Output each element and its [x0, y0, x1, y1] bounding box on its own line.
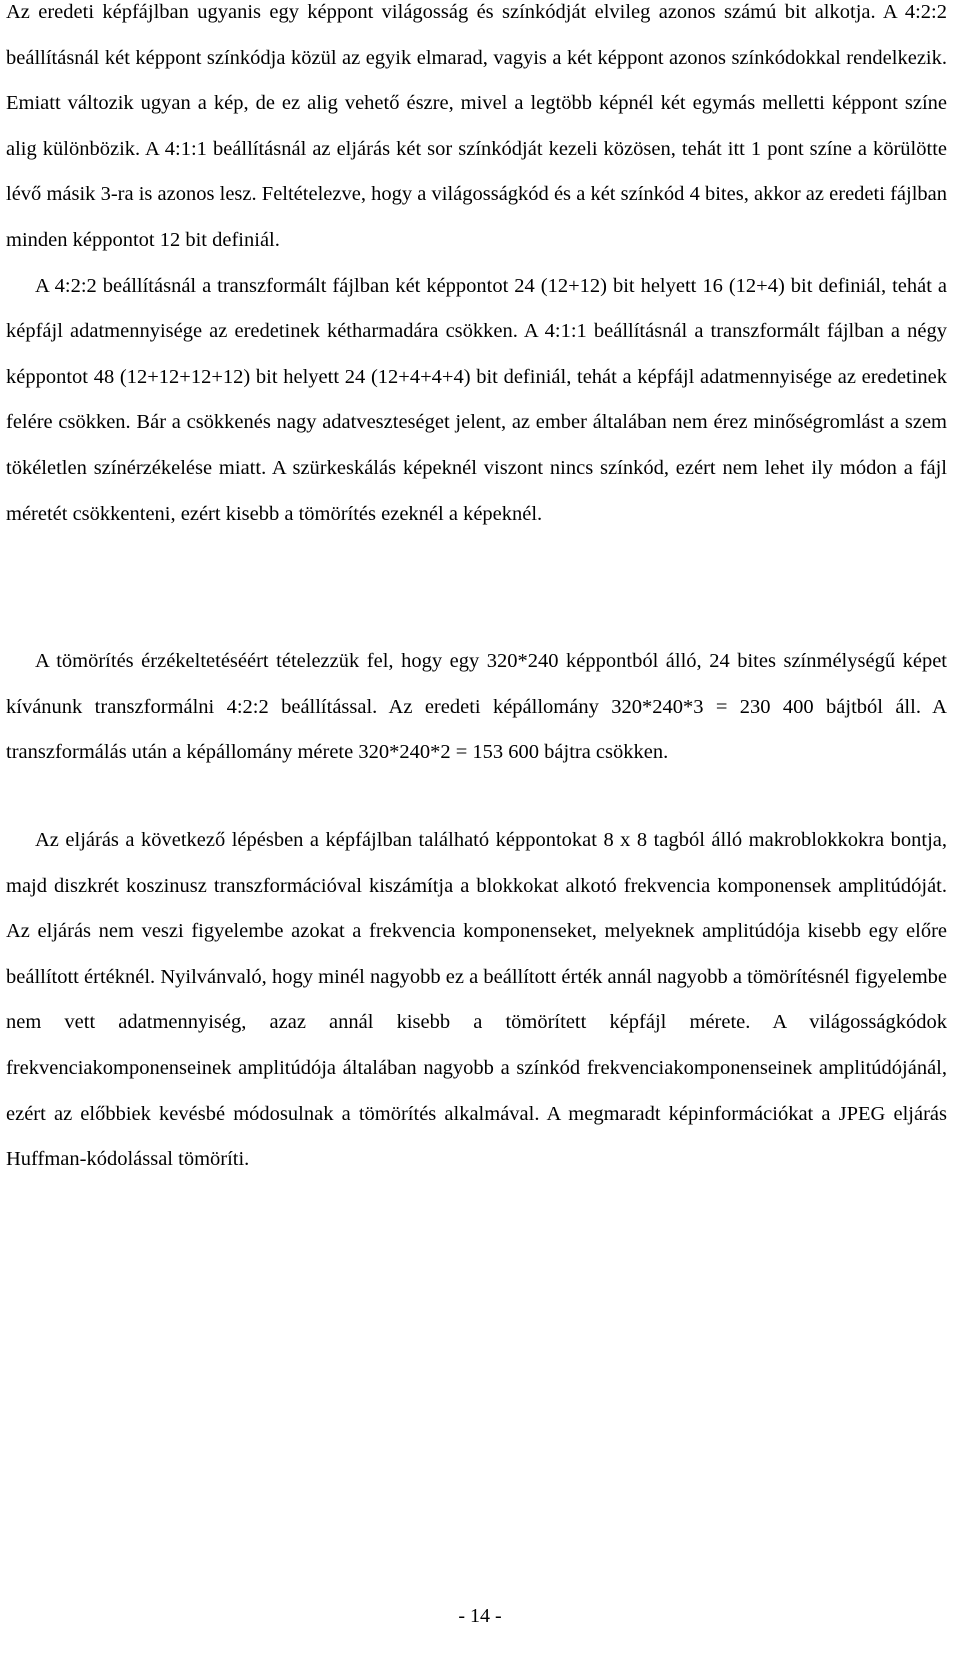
paragraph-4: Az eljárás a következő lépésben a képfájlban található képpontokat 8 x 8 tagból álló makroblokkokra bontja, majd diszkrét koszinusz transzformációval kiszámítja a blokkokat alkotó frekvencia komponensek amplitúdóját. Az eljárás nem veszi figyelembe azokat a frekvencia komponenseket, melyeknek amplitúdója kisebb egy előre beállított értéknél. Nyilvánvaló, hogy minél nagyobb ez a beállított érték annál nagyobb a tömörítésnél figyelembe nem vett adatmennyiség, azaz annál kisebb a tömörített képfájl mérete. A világosságkódok frekvenciakomponenseinek amplitúdója általában nagyobb a színkód frekvenciakomponenseinek amplitúdójánál, ezért az előbbiek kevésbé módosulnak a tömörítés alkalmával. A megmaradt képinformációkat a JPEG eljárás Huffman-kódolással tömöríti. [6, 829, 947, 1171]
body-text-section-1 [6, 0, 947, 537]
page-number: - 14 - [458, 1605, 502, 1627]
body-text-section-2 [6, 639, 947, 776]
body-text-section-3 [6, 818, 947, 1183]
paragraph-3: A tömörítés érzékeltetéséért tételezzük fel, hogy egy 320*240 képpontból álló, 24 bites színmélységű képet kívánunk transzformálni 4:2:2 beállítással. Az eredeti képállomány 320*240*3 = 230 400 bájtból áll. A transzformálás után a képállomány mérete 320*240*2 = 153 600 bájtra csökken. [6, 650, 947, 764]
paragraph-1: Az eredeti képfájlban ugyanis egy képpont világosság és színkódját elvileg azonos számú bit alkotja. A 4:2:2 beállításnál két képpont színkódja közül az egyik elmarad, vagyis a két képpont azonos színkódokkal rendelkezik. Emiatt változik ugyan a kép, de ez alig vehető észre, mivel a legtöbb képnél két egymás melletti képpont színe alig különbözik. A 4:1:1 beállításnál az eljárás két sor színkódját kezeli közösen, tehát itt 1 pont színe a körülötte lévő másik 3-ra is azonos lesz. Feltételezve, hogy a világosságkód és a két színkód 4 bites, akkor az eredeti fájlban minden képpontot 12 bit definiál. [6, 1, 947, 251]
paragraph-2: A 4:2:2 beállításnál a transzformált fájlban két képpontot 24 (12+12) bit helyett 16 (12+4) bit definiál, tehát a képfájl adatmennyisége az eredetinek kétharmadára csökken. A 4:1:1 beállításnál a transzformált fájlban a négy képpontot 48 (12+12+12+12) bit helyett 24 (12+4+4+4) bit definiál, tehát a képfájl adatmennyisége az eredetinek felére csökken. Bár a csökkenés nagy adatveszteséget jelent, az ember általában nem érez minőségromlást a szem tökéletlen színérzékelése miatt. A szürkeskálás képeknél viszont nincs színkód, ezért nem lehet ily módon a fájl méretét csökkenteni, ezért kisebb a tömörítés ezeknél a képeknél. [6, 274, 947, 525]
